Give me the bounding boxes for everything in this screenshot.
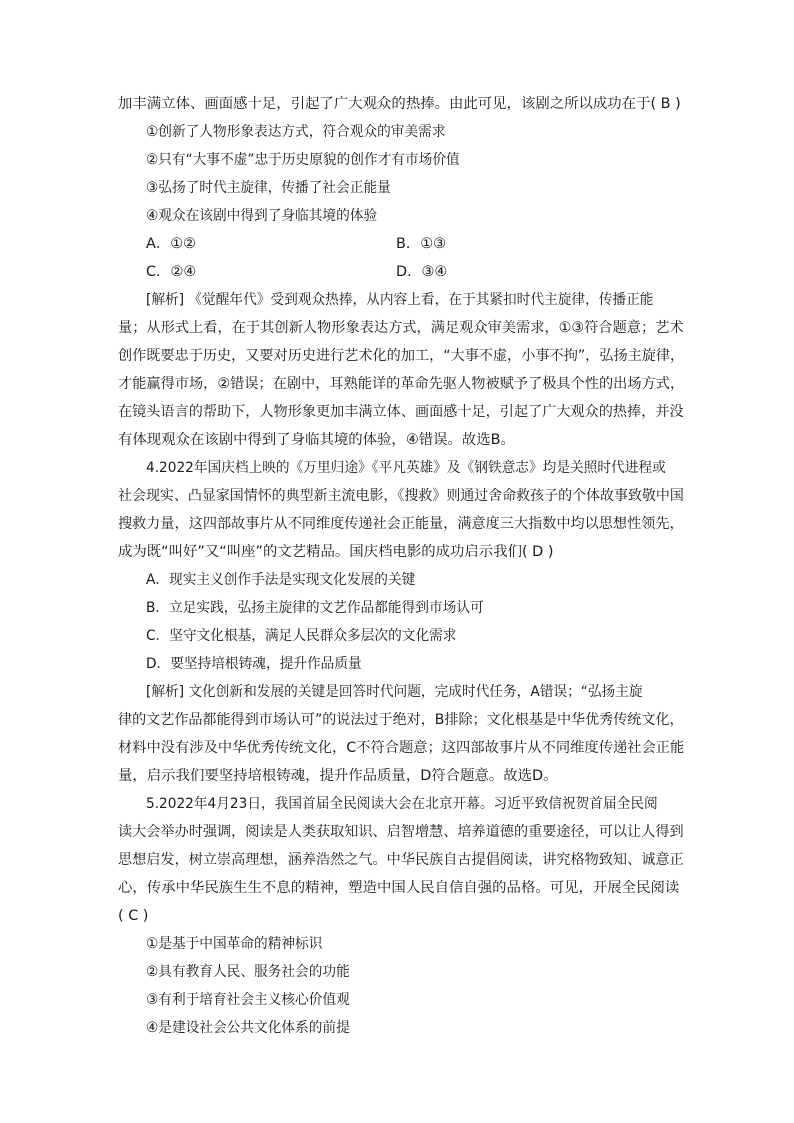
q3-option-b: B．①③ (396, 236, 447, 252)
q4-option-a: A．现实主义创作手法是实现文化发展的关键 (146, 572, 416, 588)
q5-item-2: ②具有教育人民、服务社会的功能 (146, 964, 350, 980)
q3-analysis-line: 在镜头语言的帮助下，人物形象更加丰满立体、画面感十足，引起了广大观众的热捧，并没 (118, 404, 684, 420)
q3-analysis-line: [解析] 《觉醒年代》受到观众热捧，从内容上看，在于其紧扣时代主旋律，传播正能 (146, 292, 654, 308)
q4-stem-line: 成为既“叫好”又“叫座”的文艺精品。国庆档电影的成功启示我们( D ) (118, 544, 554, 560)
q3-option-a: A．①② (146, 236, 197, 252)
q5-stem-line: 心，传承中华民族生生不息的精神，塑造中国人民自信自强的品格。可见，开展全民阅读 (118, 880, 680, 896)
q3-option-c: C．②④ (146, 264, 197, 280)
q3-analysis-line: 创作既要忠于历史，又要对历史进行艺术化的加工，“大事不虚，小事不拘”，弘扬主旋律， (118, 348, 685, 364)
q3-analysis-line: 有体现观众在该剧中得到了身临其境的体验，④错误。故选B。 (118, 432, 515, 448)
q4-option-c: C．坚守文化根基，满足人民群众多层次的文化需求 (146, 628, 457, 644)
q3-item-1: ①创新了人物形象表达方式，符合观众的审美需求 (146, 124, 446, 140)
q5-item-3: ③有利于培育社会主义核心价值观 (146, 992, 350, 1008)
q3-item-4: ④观众在该剧中得到了身临其境的体验 (146, 208, 378, 224)
q5-item-1: ①是基于中国革命的精神标识 (146, 936, 323, 952)
q4-option-b: B．立足实践，弘扬主旋律的文艺作品都能得到市场认可 (146, 600, 484, 616)
q4-stem-line: 社会现实、凸显家国情怀的典型新主流电影，《搜救》则通过舍命救孩子的个体故事致敬中国 (118, 488, 684, 504)
q3-stem-continuation: 加丰满立体、画面感十足，引起了广大观众的热捧。由此可见，该剧之所以成功在于( B ) (118, 96, 681, 112)
q3-analysis-line: 量；从形式上看，在于其创新人物形象表达方式，满足观众审美需求，①③符合题意；艺术 (118, 320, 684, 336)
q4-stem-line: 搜救力量，这四部故事片从不同维度传递社会正能量，满意度三大指数中均以思想性领先， (118, 516, 684, 532)
q4-analysis-line: 材料中没有涉及中华优秀传统文化，C不符合题意；这四部故事片从不同维度传递社会正能 (118, 740, 685, 756)
q5-stem-line: 5.2022年4月23日，我国首届全民阅读大会在北京开幕。习近平致信祝贺首届全民阅 (146, 796, 658, 812)
q3-analysis-line: 才能赢得市场，②错误；在剧中，耳熟能详的革命先驱人物被赋予了极具个性的出场方式， (118, 376, 685, 392)
q4-analysis-line: 量，启示我们要坚持培根铸魂，提升作品质量，D符合题意。故选D。 (118, 768, 558, 784)
q4-option-d: D．要坚持培根铸魂，提升作品质量 (146, 656, 362, 672)
q5-stem-line: 思想启发，树立崇高理想，涵养浩然之气。中华民族自古提倡阅读，讲究格物致知、诚意正 (118, 852, 684, 868)
q5-item-4: ④是建设社会公共文化体系的前提 (146, 1020, 350, 1036)
q4-analysis-line: [解析] 文化创新和发展的关键是回答时代问题，完成时代任务，A错误；“弘扬主旋 (146, 684, 643, 700)
q4-analysis-line: 律的文艺作品都能得到市场认可”的说法过于绝对，B排除；文化根基是中华优秀传统文化， (118, 712, 684, 728)
q4-stem-line: 4.2022年国庆档上映的《万里归途》《平凡英雄》及《钢铁意志》均是关照时代进程或 (146, 460, 666, 476)
q5-stem-line: 读大会举办时强调，阅读是人类获取知识、启智增慧、培养道德的重要途径，可以让人得到 (118, 824, 684, 840)
q5-stem-line: ( C ) (118, 908, 149, 924)
q3-item-2: ②只有“大事不虚”忠于历史原貌的创作才有市场价值 (146, 152, 460, 168)
q3-item-3: ③弘扬了时代主旋律，传播了社会正能量 (146, 180, 391, 196)
q3-option-d: D．③④ (396, 264, 448, 280)
